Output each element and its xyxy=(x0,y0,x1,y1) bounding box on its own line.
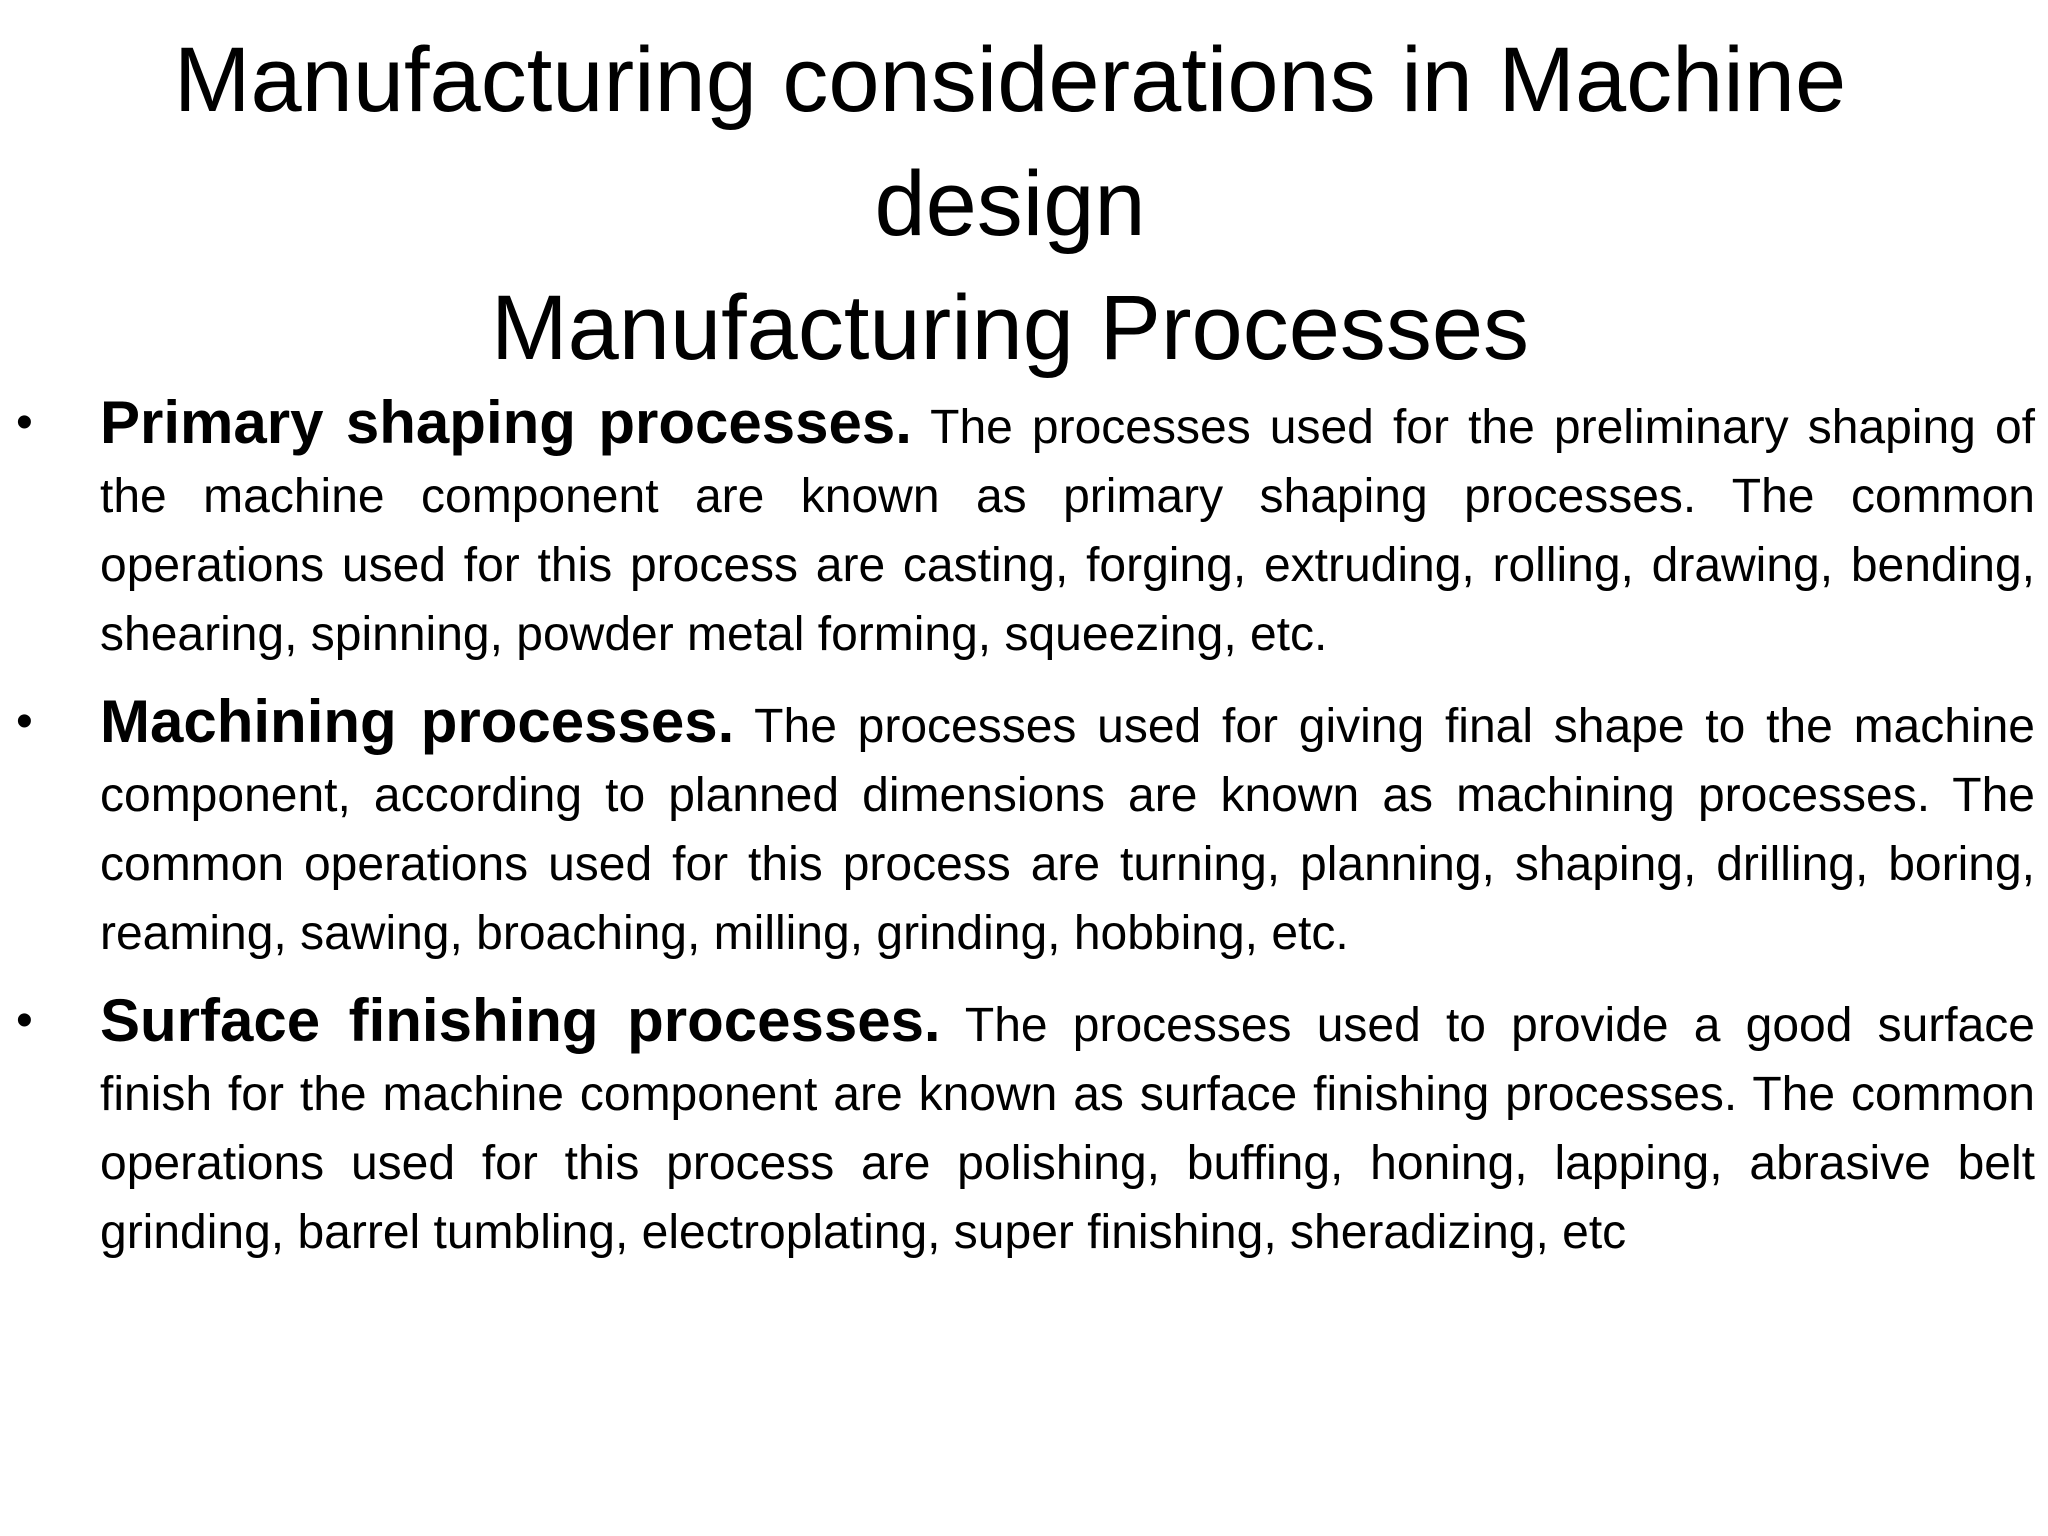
bullet-list xyxy=(0,388,2048,1267)
bullet-text: The processes used for giving final shape to the machine component, according to planned dimensions are known as machining processes. The common operations used for this process are turning, planning, shaping, drilling, boring, reaming, sawing, broaching, milling, grinding, hobbing, etc. xyxy=(100,700,2035,960)
bullet-text: The processes used for the preliminary shaping of the machine component are known as primary shaping processes. The common operations used for this process are casting, forging, extruding, rolling, drawing, bending, shearing, spinning, powder metal forming, squeezing, etc. xyxy=(100,401,2035,661)
bullet-dot-icon: • xyxy=(16,695,33,748)
title-line-3: Manufacturing Processes xyxy=(490,277,1530,379)
bullet-dot-icon: • xyxy=(16,994,33,1047)
bullet-heading: Primary shaping processes. xyxy=(100,389,912,456)
slide-title xyxy=(60,18,1960,390)
bullet-dot-icon: • xyxy=(16,396,33,449)
title-line-2: design xyxy=(874,153,1146,255)
title-line-1: Manufacturing considerations in Machine xyxy=(173,29,1847,131)
bullet-primary-shaping xyxy=(16,388,2035,669)
bullet-surface-finishing xyxy=(16,986,2035,1267)
bullet-machining xyxy=(16,687,2035,968)
bullet-heading: Machining processes. xyxy=(100,688,735,755)
bullet-text: The processes used to provide a good surface finish for the machine component are known as surface finishing processes. The common operations used for this process are polishing, buffing, honing, lapping, abrasive belt grinding, barrel tumbling, electroplating, super finishing, sheradizing, etc xyxy=(100,999,2035,1259)
bullet-heading: Surface finishing processes. xyxy=(100,987,941,1054)
